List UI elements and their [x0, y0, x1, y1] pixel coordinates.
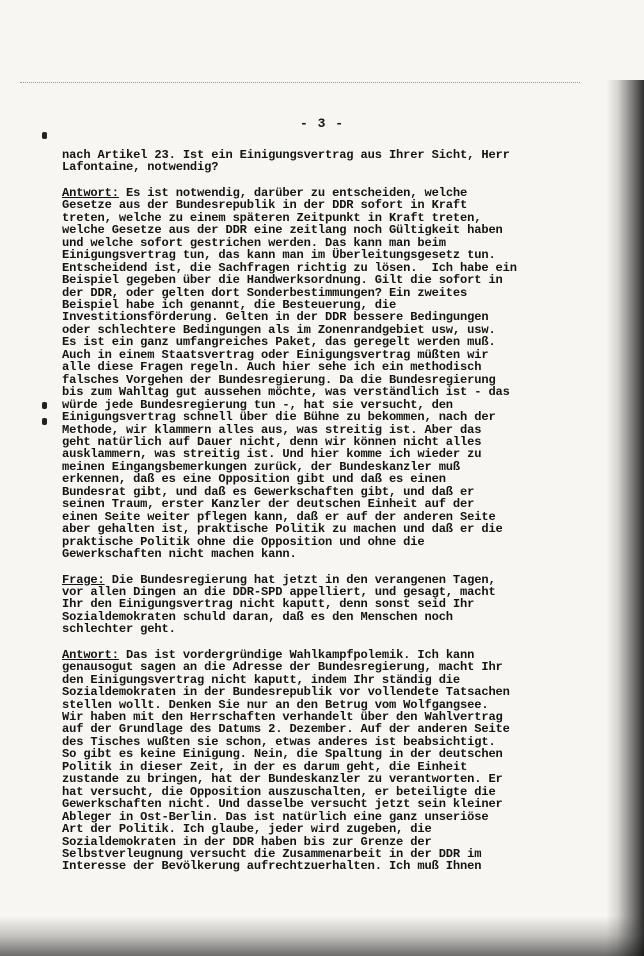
- line-text: zustande zu bringen, hat der Bundeskanzler zu verantworten. Er: [62, 772, 503, 787]
- line-text: der DDR, oder gelten dort Sonderbestimmungen? Ein zweites: [62, 285, 468, 300]
- text-line: [62, 860, 622, 872]
- line-text: nach Artikel 23. Ist ein Einigungsvertrag aus Ihrer Sicht, Herr: [62, 148, 510, 162]
- line-text: Gesetze aus der Bundesrepublik in der DDR sofort in Kraft: [62, 198, 468, 213]
- line-text: würde jede Bundesregierung tun -, hat sie versucht, den: [62, 397, 453, 412]
- line-text: Die Bundesregierung hat jetzt in den verangenen Tagen,: [104, 572, 496, 587]
- line-text: auf der Grundlage des Datums 2. Dezember. Auf der anderen Seite: [62, 722, 510, 737]
- line-text: Auch in einem Staatsvertrag oder Einigungsvertrag müßten wir: [62, 347, 489, 362]
- line-text: vor allen Dingen an die DDR-SPD appelliert, und gesagt, macht: [62, 584, 496, 599]
- paragraph: [62, 187, 622, 561]
- line-text: Interesse der Bevölkerung aufrechtzuerhalten. Ich muß Ihnen: [62, 859, 482, 874]
- line-text: stellen wollt. Denken Sie nur an den Betrug vom Wolfgangsee.: [62, 697, 489, 712]
- text-line: [62, 623, 622, 635]
- line-text: falsches Vorgehen der Bundesregierung. Da die Bundesregierung: [62, 372, 496, 387]
- line-text: oder schlechtere Bedingungen als im Zonenrandgebiet usw, usw.: [62, 322, 496, 337]
- line-text: und welche sofort gestrichen werden. Das kann man beim: [62, 235, 446, 250]
- text-line: [62, 161, 622, 173]
- line-text: Politik in dieser Zeit, in der es darum geht, die Einheit: [62, 759, 468, 774]
- line-text: Sozialdemokraten in der DDR haben bis zur Grenze der: [62, 834, 432, 849]
- line-text: des Tisches wußten sie schon, etwas anderes ist beabsichtigt.: [62, 734, 496, 749]
- page-number: - 3 -: [299, 116, 344, 131]
- line-text: hat versucht, die Opposition auszuschalten, er beteiligte die: [62, 784, 496, 799]
- line-text: Sozialdemokraten schuld daran, daß es den Menschen noch: [62, 609, 453, 624]
- line-text: Ihr den Einigungsvertrag nicht kaputt, denn sonst seid Ihr: [62, 597, 475, 612]
- line-text: Es ist ein ganz umfangreiches Paket, das geregelt werden muß.: [62, 335, 496, 350]
- line-text: den Einigungsvertrag nicht kaputt, indem Ihr ständig die: [62, 672, 461, 687]
- line-text: Lafontaine, notwendig?: [62, 160, 219, 175]
- speaker-label: Antwort:: [62, 647, 119, 662]
- paragraph: [62, 649, 622, 873]
- line-text: welche Gesetze aus der DDR eine zeitlang noch Gültigkeit haben: [62, 223, 503, 238]
- paragraph: [62, 149, 622, 174]
- speaker-label: Antwort:: [62, 185, 119, 200]
- line-text: Investitionsförderung. Gelten in der DDR bessere Bedingungen: [62, 310, 489, 325]
- line-text: Wir haben mit den Herrschaften verhandelt über den Wahlvertrag: [62, 710, 503, 725]
- line-text: erkennen, daß es eine Opposition gibt und daß es einen: [62, 472, 446, 487]
- line-text: meinen Eingangsbemerkungen zurück, der Bundeskanzler muß: [62, 459, 461, 474]
- line-text: Beispiel gegeben über die Handwerksordnung. Gilt die sofort in: [62, 273, 503, 288]
- line-text: Methode, wir klammern alles aus, was streitig ist. Aber das: [62, 422, 482, 437]
- line-text: Gewerkschaften nicht machen kann.: [62, 547, 297, 562]
- line-text: bis zum Wahltag gut aussehen möchte, was verständlich ist - das: [62, 385, 510, 400]
- punch-mark: [42, 402, 47, 409]
- line-text: seinen Traum, erster Kanzler der deutschen Einheit auf der: [62, 497, 475, 512]
- line-text: Gewerkschaften nicht. Und dasselbe versucht jetzt sein kleiner: [62, 797, 503, 812]
- line-text: Beispiel habe ich genannt, die Besteuerung, die: [62, 297, 397, 312]
- line-text: einen Seite weiter pflegen kann, daß er auf der anderen Seite: [62, 509, 496, 524]
- line-text: Einigungsvertrag tun, das kann man im Überleitungsgesetz tun.: [62, 248, 496, 263]
- scan-shadow-bottom: [0, 916, 644, 956]
- line-text: Einigungsvertrag schnell über die Bühne zu bekommen, nach der: [62, 410, 496, 425]
- punch-mark: [42, 132, 47, 139]
- line-text: Selbstverleugnung versucht die Zusammenarbeit in der DDR im: [62, 847, 482, 862]
- line-text: aber gehalten ist, praktische Politik zu machen und daß er die: [62, 522, 503, 537]
- line-text: So gibt es keine Einigung. Nein, die Spaltung in der deutschen: [62, 747, 503, 762]
- line-text: treten, welche zu einem späteren Zeitpunkt in Kraft treten,: [62, 210, 482, 225]
- scan-artifact-line: [20, 82, 580, 84]
- document-body: [62, 149, 622, 873]
- line-text: ausklammern, was streitig ist. Und hier komme ich wieder zu: [62, 447, 482, 462]
- text-line: [62, 548, 622, 560]
- line-text: Ableger in Ost-Berlin. Das ist natürlich eine ganz unseriöse: [62, 809, 489, 824]
- line-text: geht natürlich auf Dauer nicht, denn wir können nicht alles: [62, 434, 482, 449]
- line-text: Das ist vordergründige Wahlkampfpolemik. Ich kann: [118, 647, 475, 662]
- line-text: praktische Politik ohne die Opposition und ohne die: [62, 534, 425, 549]
- line-text: Es ist notwendig, darüber zu entscheiden, welche: [118, 185, 468, 200]
- line-text: Sozialdemokraten in der Bundesrepublik vor vollendete Tatsachen: [62, 685, 510, 700]
- line-text: genausogut sagen an die Adresse der Bundesregierung, macht Ihr: [62, 660, 503, 675]
- line-text: schlechter geht.: [62, 622, 176, 637]
- speaker-label: Frage:: [62, 572, 105, 587]
- line-text: Bundesrat gibt, und daß es Gewerkschaften gibt, und daß er: [62, 484, 475, 499]
- punch-mark: [42, 418, 47, 425]
- line-text: alle diese Fragen regeln. Auch hier sehe ich ein methodisch: [62, 360, 482, 375]
- line-text: Entscheidend ist, die Sachfragen richtig zu lösen. Ich habe ein: [62, 260, 517, 275]
- paragraph: [62, 574, 622, 636]
- line-text: Art der Politik. Ich glaube, jeder wird zugeben, die: [62, 822, 432, 837]
